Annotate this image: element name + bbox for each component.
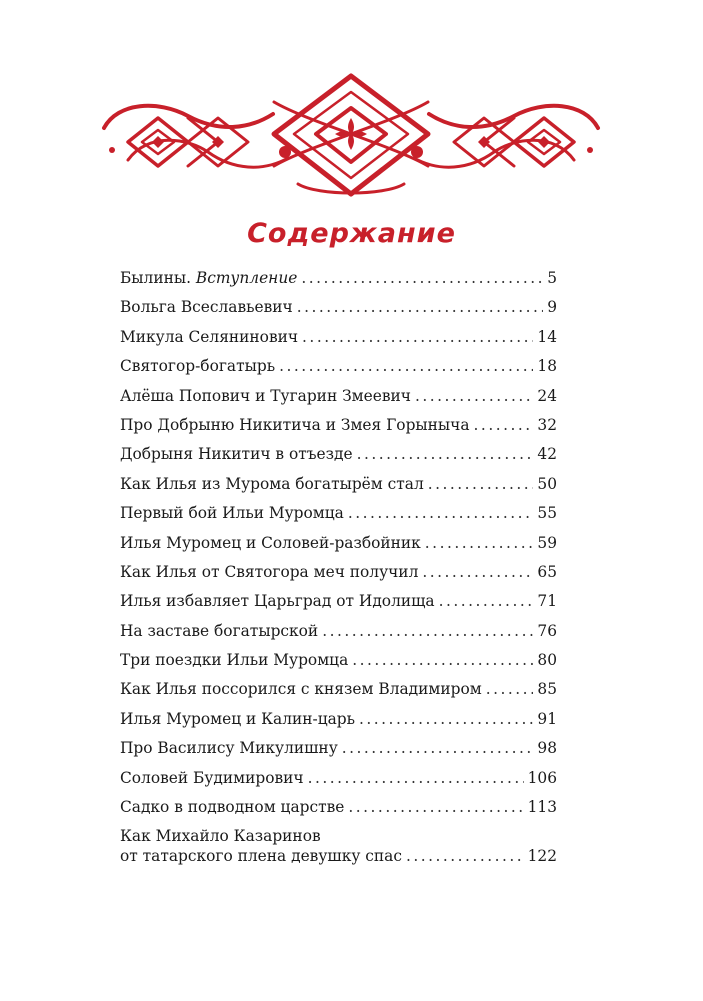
- toc-entry-title: Садко в подводном царстве: [120, 798, 345, 817]
- dot-leader: [348, 797, 523, 817]
- toc-page-number: 113: [527, 798, 557, 817]
- toc-entry[interactable]: [120, 650, 557, 679]
- toc-entry-title: На заставе богатырской: [120, 621, 319, 640]
- table-of-contents: [120, 268, 557, 866]
- dot-leader: [406, 846, 524, 866]
- toc-entry[interactable]: [120, 533, 557, 562]
- dot-leader: [322, 621, 533, 641]
- toc-page-number: 106: [527, 768, 557, 787]
- page-title: Содержание: [247, 218, 456, 249]
- toc-entry-title: Три поездки Ильи Муромца: [120, 651, 349, 670]
- dot-leader: [279, 356, 533, 376]
- toc-page-number: 80: [537, 651, 557, 670]
- dot-leader: [348, 503, 534, 523]
- toc-entry-title-line1: Как Михайло Казаринов: [120, 827, 321, 846]
- dot-leader: [308, 768, 524, 788]
- toc-page-number: 32: [537, 415, 557, 434]
- toc-page-number: 55: [537, 504, 557, 523]
- toc-entry-title: Вольга Всеславьевич: [120, 298, 293, 317]
- toc-entry[interactable]: [120, 474, 557, 503]
- toc-page-number: 9: [547, 298, 557, 317]
- toc-entry[interactable]: [120, 444, 557, 473]
- toc-page-number: 122: [527, 847, 557, 866]
- dot-leader: [302, 327, 533, 347]
- dot-leader: [422, 562, 533, 582]
- toc-page-number: 24: [537, 386, 557, 405]
- toc-entry-title: Как Илья от Святогора меч получил: [120, 562, 419, 581]
- dot-leader: [301, 268, 543, 288]
- toc-entry[interactable]: [120, 327, 557, 356]
- dot-leader: [342, 738, 534, 758]
- dot-leader: [415, 386, 533, 406]
- toc-entry[interactable]: [120, 415, 557, 444]
- toc-entry[interactable]: [120, 562, 557, 591]
- toc-entry-subtitle: Вступление: [195, 269, 298, 287]
- toc-page-number: 5: [547, 269, 557, 287]
- toc-entry-title: Илья избавляет Царьград от Идолища: [120, 592, 435, 611]
- toc-entry[interactable]: [120, 826, 557, 866]
- toc-entry[interactable]: [120, 797, 557, 826]
- dot-leader: [428, 474, 534, 494]
- toc-entry[interactable]: [120, 591, 557, 620]
- toc-page-number: 18: [537, 357, 557, 376]
- toc-entry[interactable]: [120, 268, 557, 297]
- toc-entry-title: Про Добрыню Никитича и Змея Горыныча: [120, 415, 470, 434]
- toc-entry-title: Былины. Вступление: [120, 269, 298, 287]
- toc-page-number: 14: [537, 327, 557, 346]
- toc-page-number: 91: [537, 709, 557, 728]
- toc-page-number: 76: [537, 621, 557, 640]
- toc-page-number: 71: [537, 592, 557, 611]
- toc-entry-title-line2: от татарского плена девушку спас: [120, 847, 402, 866]
- toc-entry-title: Про Василису Микулишну: [120, 739, 338, 758]
- toc-entry[interactable]: [120, 356, 557, 385]
- dot-leader: [359, 709, 533, 729]
- toc-entry-title: Микула Селянинович: [120, 327, 299, 346]
- toc-entry-title: Илья Муромец и Соловей-разбойник: [120, 533, 421, 552]
- toc-entry[interactable]: [120, 709, 557, 738]
- toc-entry[interactable]: [120, 503, 557, 532]
- dot-leader: [425, 533, 534, 553]
- toc-entry-title: Алёша Попович и Тугарин Змеевич: [120, 386, 411, 405]
- toc-entry-title: Соловей Будимирович: [120, 768, 304, 787]
- toc-entry-title: Как Илья из Мурома богатырём стал: [120, 474, 424, 493]
- toc-page-number: 85: [537, 680, 557, 699]
- toc-page-number: 65: [537, 562, 557, 581]
- toc-entry-title: Первый бой Ильи Муромца: [120, 504, 344, 523]
- toc-entry-title: Как Илья поссорился с князем Владимиром: [120, 680, 482, 699]
- toc-entry-title: Илья Муромец и Калин-царь: [120, 709, 356, 728]
- red-folk-ornament-icon: [98, 72, 604, 202]
- toc-entry[interactable]: [120, 621, 557, 650]
- toc-entry[interactable]: [120, 738, 557, 767]
- toc-entry[interactable]: [120, 297, 557, 326]
- toc-entry-title: Святогор-богатырь: [120, 357, 276, 376]
- dot-leader: [474, 415, 534, 435]
- toc-page-number: 59: [537, 533, 557, 552]
- dot-leader: [357, 444, 534, 464]
- toc-page-number: 98: [537, 739, 557, 758]
- toc-entry[interactable]: [120, 386, 557, 415]
- dot-leader: [297, 297, 543, 317]
- dot-leader: [352, 650, 533, 670]
- toc-entry[interactable]: [120, 768, 557, 797]
- dot-leader: [439, 591, 534, 611]
- toc-page-number: 50: [537, 474, 557, 493]
- toc-page-number: 42: [537, 445, 557, 464]
- toc-entry[interactable]: [120, 679, 557, 708]
- toc-entry-title: Добрыня Никитич в отъезде: [120, 445, 353, 464]
- dot-leader: [486, 679, 534, 699]
